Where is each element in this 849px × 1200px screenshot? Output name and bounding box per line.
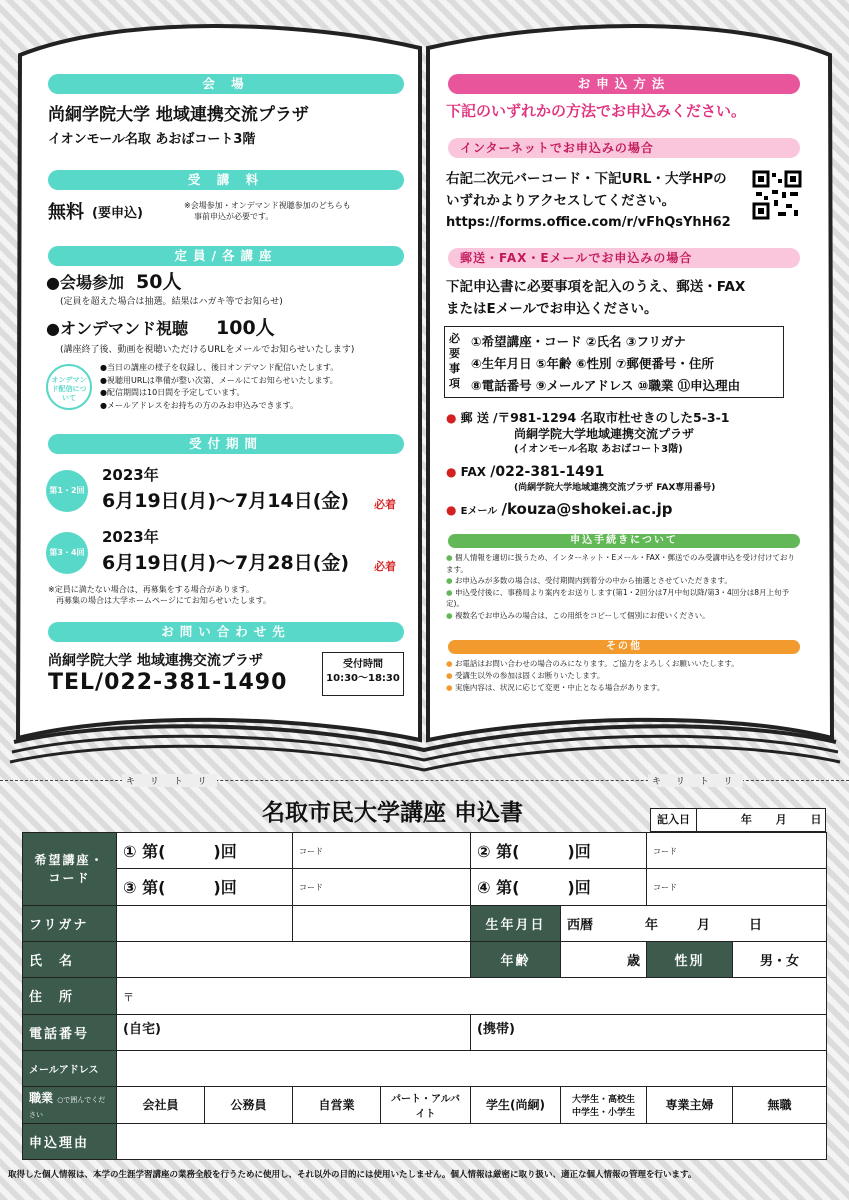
address-field[interactable]: 〒: [117, 978, 827, 1014]
job-option[interactable]: 学生(尚絅): [471, 1087, 561, 1123]
other-item: ● 実施内容は、状況に応じて変更・中止となる場合があります。: [446, 683, 665, 692]
bullet-icon: ●: [446, 465, 457, 479]
footer-privacy-note: 取得した個人情報は、本学の生涯学習講座の業務全般を行うために使用し、それ以外の目的には使用いたしません。個人情報は厳密に取り扱い、適正な個人情報の管理を行います。: [8, 1170, 697, 1180]
cut-label-right: キ リ ト リ: [648, 774, 743, 787]
job-option[interactable]: 自営業: [293, 1087, 381, 1123]
mail-text-2: またはEメールでお申込ください。: [446, 301, 658, 317]
address-label: 住 所: [23, 978, 117, 1014]
form-title: 名取市民大学講座 申込書: [262, 800, 524, 826]
fax-label: FAX: [460, 465, 487, 479]
furigana-label: フリガナ: [23, 905, 117, 941]
bullet-icon: ●: [446, 411, 457, 425]
course-2-field[interactable]: ② 第( )回: [471, 833, 647, 869]
name-field[interactable]: [117, 941, 471, 977]
venue-address: イオンモール名取 あおばコート3階: [48, 132, 256, 147]
ondemand-info-badge: オンデマンド配信について: [46, 364, 92, 410]
fee-main: 無料: [48, 202, 84, 223]
mail-header: 郵送・FAX・Eメールでお申込みの場合: [448, 248, 800, 268]
contact-hours-box: [322, 652, 404, 696]
course-2-code[interactable]: コード: [647, 833, 827, 869]
period-badge-2: 第3・4回: [46, 532, 88, 574]
internet-text-2: いずれかよりアクセスしてください。: [446, 193, 676, 209]
period-suffix-1: 必着: [374, 498, 396, 511]
period-note-2: 再募集の場合は大学ホームページにてお知らせいたします。: [56, 596, 271, 605]
hours-value: 10:30〜18:30: [326, 673, 400, 684]
ondemand-count: 100人: [216, 317, 275, 339]
post-label: 郵 送: [460, 411, 489, 425]
age-field[interactable]: 歳: [561, 941, 647, 977]
ondemand-item: ●メールアドレスをお持ちの方のみお申込みできます。: [100, 400, 298, 410]
period-year-2: 2023年: [102, 528, 159, 546]
procedure-header: 申込手続きについて: [448, 534, 800, 548]
job-option[interactable]: 公務員: [205, 1087, 293, 1123]
ondemand-items: [100, 362, 338, 412]
age-label: 年齢: [471, 941, 561, 977]
requirements-label: 必要事項: [449, 332, 460, 390]
post-block: [446, 410, 730, 458]
ondemand-item: ●視聴用URLは準備が整い次第、メールにてお知らせいたします。: [100, 375, 338, 385]
venue-participation-count: 50人: [136, 271, 182, 293]
ondemand-label: ●オンデマンド視聴: [46, 319, 188, 338]
course-label: 希望講座・コード: [23, 833, 117, 906]
cut-label-left: キ リ ト リ: [122, 774, 217, 787]
period-note: [48, 584, 271, 606]
job-option[interactable]: 会社員: [117, 1087, 205, 1123]
internet-text: [446, 168, 731, 234]
sex-field[interactable]: 男・女: [733, 941, 827, 977]
email-address[interactable]: /kouza@shokei.ac.jp: [501, 500, 673, 518]
mobile-phone-field[interactable]: (携帯): [471, 1014, 827, 1050]
period-year-1: 2023年: [102, 466, 159, 484]
venue-header: 会 場: [48, 74, 404, 94]
period-suffix-2: 必着: [374, 560, 396, 573]
furigana-field-2[interactable]: [293, 905, 471, 941]
left-page: [40, 60, 412, 720]
email-block: [446, 500, 672, 518]
course-1-code[interactable]: コード: [293, 833, 471, 869]
apply-lead: 下記のいずれかの方法でお申込みください。: [446, 102, 747, 120]
course-1-field[interactable]: ① 第( )回: [117, 833, 293, 869]
ondemand-note: (講座終了後、動画を視聴いただけるURLをメールでお知らせいたします): [60, 345, 355, 355]
post-location: (イオンモール名取 あおばコート3階): [514, 444, 683, 455]
job-option[interactable]: 大学生・高校生 中学生・小学生: [561, 1087, 647, 1123]
course-4-field[interactable]: ④ 第( )回: [471, 869, 647, 905]
reason-field[interactable]: [117, 1123, 827, 1159]
application-form-table: [22, 832, 827, 1160]
email-field[interactable]: [117, 1050, 827, 1086]
furigana-field-1[interactable]: [117, 905, 293, 941]
capacity-header: 定員/各講座: [48, 246, 404, 266]
venue-name: 尚絅学院大学 地域連携交流プラザ: [48, 105, 309, 125]
fee-header: 受 講 料: [48, 170, 404, 190]
apply-url[interactable]: https://forms.office.com/r/vFhQsYhH62: [446, 215, 731, 230]
right-page: [440, 60, 808, 720]
period-range-2: 6月19日(月)〜7月28日(金): [102, 552, 350, 574]
job-option[interactable]: 専業主婦: [647, 1087, 733, 1123]
fax-block: [446, 464, 715, 496]
date-box[interactable]: [650, 808, 826, 832]
venue-participation-note: (定員を超えた場合は抽選。結果はハガキ等でお知らせ): [60, 297, 283, 307]
date-label: 記入日: [651, 809, 697, 831]
name-label: 氏 名: [23, 941, 117, 977]
requirements-list: [471, 331, 740, 397]
qr-code-icon[interactable]: [752, 170, 802, 220]
fax-note: (尚絅学院大学地域連携交流プラザ FAX専用番号): [514, 483, 716, 493]
period-badge-1: 第1・2回: [46, 470, 88, 512]
job-option[interactable]: パート・アルバイト: [381, 1087, 471, 1123]
contact-header: お問い合わせ先: [48, 622, 404, 642]
mail-text-1: 下記申込書に必要事項を記入のうえ、郵送・FAX: [446, 279, 746, 295]
job-option[interactable]: 無職: [733, 1087, 827, 1123]
mail-text: [446, 276, 745, 320]
phone-label: 電話番号: [23, 1014, 117, 1050]
procedure-list: [446, 552, 796, 621]
period-note-1: ※定員に満たない場合は、再募集をする場合があります。: [48, 585, 255, 594]
bullet-icon: ●: [446, 503, 457, 517]
internet-header: インターネットでお申込みの場合: [448, 138, 800, 158]
contact-name: 尚絅学院大学 地域連携交流プラザ: [48, 653, 263, 669]
requirements-box: [444, 326, 784, 398]
other-header: その他: [448, 640, 800, 654]
post-org: 尚絅学院大学地域連携交流プラザ: [514, 427, 695, 441]
reason-label: 申込理由: [23, 1123, 117, 1159]
email-label: Eメール: [460, 506, 498, 517]
procedure-item: ● 個人情報を適切に扱うため、インターネット・Eメール・FAX・郵送でのみ受講申込を受け付けております。: [446, 553, 795, 574]
ondemand-item: ●配信期間は10日間を予定しています。: [100, 388, 245, 397]
fee-note-1: ※会場参加・オンデマンド視聴参加のどちらも: [184, 201, 351, 210]
procedure-item: ● 複数名でお申込みの場合は、この用紙をコピーして個別にお使いください。: [446, 610, 710, 620]
requirements-line: ①希望講座・コード ②氏名 ③フリガナ: [471, 334, 686, 349]
period-header: 受付期間: [48, 434, 404, 454]
birth-label: 生年月日: [471, 905, 561, 941]
sex-label: 性別: [647, 941, 733, 977]
course-3-field[interactable]: ③ 第( )回: [117, 869, 293, 905]
apply-header: お申込方法: [448, 74, 800, 94]
fee-paren: (要申込): [92, 206, 143, 221]
procedure-item: ● お申込みが多数の場合は、受付期間内到着分の中から抽選とさせていただきます。: [446, 576, 732, 585]
fee-note: [184, 200, 351, 222]
procedure-item: ● 申込受付後に、事務局より案内をお送りします(第1・2回分は7月中旬以降/第3・4回分は8月上旬予定)。: [446, 587, 790, 608]
fee-note-2: 事前申込が必要です。: [194, 212, 274, 221]
other-item: ● お電話はお問い合わせの場合のみになります。ご協力をよろしくお願いいたします。: [446, 659, 739, 668]
requirements-line: ④生年月日 ⑤年齢 ⑥性別 ⑦郵便番号・住所: [471, 356, 714, 371]
venue-participation-label: ●会場参加: [46, 273, 124, 292]
other-list: [446, 658, 796, 694]
date-fields: 年 月 日: [740, 813, 822, 826]
ondemand-item: ●当日の講座の様子を収録し、後日オンデマンド配信いたします。: [100, 363, 339, 372]
other-item: ● 受講生以外の参加は固くお断りいたします。: [446, 671, 605, 680]
email-label: メールアドレス: [23, 1050, 117, 1086]
contact-tel: TEL/022-381-1490: [48, 670, 288, 695]
home-phone-field[interactable]: (自宅): [117, 1014, 471, 1050]
period-range-1: 6月19日(月)〜7月14日(金): [102, 490, 350, 512]
internet-text-1: 右記二次元バーコード・下記URL・大学HPの: [446, 171, 727, 187]
birth-field[interactable]: 西暦 年 月 日: [561, 905, 827, 941]
requirements-line: ⑧電話番号 ⑨メールアドレス ⑩職業 ⑪申込理由: [471, 378, 741, 393]
course-3-code[interactable]: コード: [293, 869, 471, 905]
job-label: 職業 ○で囲んでください: [23, 1087, 117, 1123]
course-4-code[interactable]: コード: [647, 869, 827, 905]
fax-number: /022-381-1491: [490, 464, 605, 480]
post-address: /〒981-1294 名取市杜せきのした5-3-1: [493, 410, 730, 425]
hours-label: 受付時間: [343, 659, 383, 670]
